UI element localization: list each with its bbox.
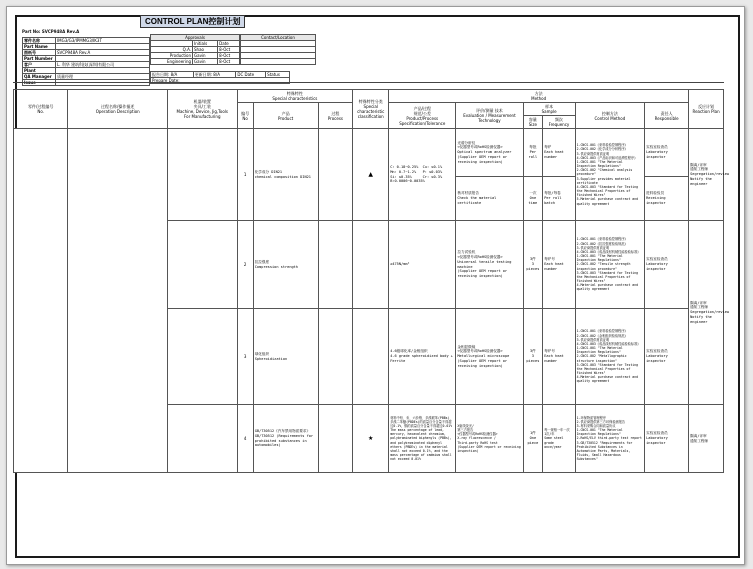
- char-process: [318, 221, 353, 309]
- char-product: 化学成分 DIN21 chemical composition DIN21: [253, 129, 318, 221]
- contact-cell: [241, 59, 316, 65]
- prepare-date: Prepare Date:: [151, 78, 290, 84]
- char-no: 2: [237, 221, 253, 309]
- char-no: 1: [237, 129, 253, 221]
- approval-date: 8-Oct: [218, 59, 240, 65]
- part-info-value: L. 利华 建筑科技(深圳)有限公司: [56, 62, 150, 68]
- sample-frequency: 每炉号 Each heat number: [543, 221, 575, 309]
- sample-size: 1件 One piece: [523, 405, 543, 473]
- approvals-table: [150, 34, 240, 65]
- part-info-label: 零件名称: [23, 38, 56, 44]
- special-class-symbol: [353, 221, 389, 309]
- sample-size: 3件 3 pieces: [523, 221, 543, 309]
- control-method: 1.CNCS-001《来料检验控制程序》 2.CNCS-002《抗拉强度检验规范》 3.供应商提供材质证明 4.CNCS-003《成品线材机械性能检验标准》 1.CNCS-001 "The Material Inspection Regulations" 2.CNCS-002 "Tensile strength inspection procedure" 3.CNCS-003 "Standard for Testing the Mechanical Properties of Finished Wires" 4.Material purchase contract and quality agreement: [575, 221, 644, 309]
- header-evaluation: 评价/测量 技术 Evaluation / Measurement Technology: [456, 103, 523, 129]
- evaluation-cell: 核对材质报告 Check the material certificate: [456, 177, 523, 221]
- header-reaction: 反应计划 Reaction Plan: [689, 90, 724, 129]
- approval-row: [151, 59, 240, 65]
- char-process: [318, 309, 353, 405]
- special-class-symbol: ★: [353, 405, 389, 473]
- control-method: 1.环保物质管理程序 2.供应商提供第三方环保检测报告 3.材料采购合同和质量协议 1.CNCS-001 "The Material Inspection Regulations" 2.RoHS/ELV third-party test report 3.GB/T30512 "Requirements for Prohibited Substances in Automotive Parts, Materials, Fluids, Small Hazardous Substances": [575, 405, 644, 473]
- machine-cell: [168, 309, 237, 405]
- spec-cell: 材料中铅、汞、六价铬、多溴联苯(PBBs)、多溴二苯醚(PBDEs)的质量百分含量不得超过0.1%，镉的质量百分含量不得超过0.01% The mass percentage of lead, mercury, hexavalent chromium, polybrominated biphenyls (PBBs), and polybrominated diphenyl ethers (PBDEs) in the material shall not exceed 0.1%, and the mass percentage of cadmium shall not exceed 0.01%: [389, 405, 456, 473]
- spec-cell: C: 0.18~0.25% Cu: ≤0.1% Mn: 0.7~1.2% P: ≤0.03% Si: ≤0.35% Cr: ≤0.3% B:0.0006~0.0035%: [389, 129, 456, 221]
- process-no-cell: [14, 129, 68, 473]
- control-method: 1.CNCS-001《来料检验控制程序》 2.CNCS-002《化学成分分析程序》 3.供应商提供材质证明 4.CNCS-003《产品标识和可追溯性程序》 1.CNCS-001 "The Material Inspection Regulations" 2.CNCS-002 "Chemical analysis procedure" 3.Supplier provides material certificate 4.CNCS-003 "Standard for Testing the Mechanical Properties of Finished Wires" 5.Material purchase contract and quality agreement: [575, 129, 644, 221]
- evaluation-cell: 金相显微镜 <仪器型号或RoHS检测仪器> Metallurgical microscope (Supplier OEM report or receiving inspection): [456, 309, 523, 405]
- reaction-plan: 隔离/评审 通知工程师: [689, 405, 724, 473]
- sample-frequency: 每炉号 Each heat number: [543, 309, 575, 405]
- approval-initials: Gavin: [193, 59, 218, 65]
- header-control: 控制方法 Control Method: [575, 103, 644, 129]
- header-char-process: 过程 Process: [318, 103, 353, 129]
- char-no: 4: [237, 405, 253, 473]
- header-special-class: 特殊特性分类 Special characteristic classification: [353, 90, 389, 129]
- status-label: Status: [266, 72, 290, 78]
- header-operation: 过程名称/操作描述 Operation Description: [68, 90, 168, 129]
- header-size: 容量 Size: [523, 116, 543, 129]
- operation-cell: [68, 129, 168, 473]
- header-frequency: 频次 Frequency: [543, 116, 575, 129]
- responsible-cell: 进料检验员 Receiving inspector: [645, 177, 689, 221]
- machine-cell: [168, 405, 237, 473]
- char-process: [318, 129, 353, 221]
- char-product: GB/T30512《汽车禁用物质要求》 GB/T30512 (Requirements for prohibited substances in automobiles): [253, 405, 318, 473]
- evaluation-cell: 拉力试验机 <仪器型号或RoHS检测仪器> Universal tensile testing machine (Supplier OEM report or receiving inspection): [456, 221, 523, 309]
- contact-location-header: Contact/Location: [241, 35, 316, 41]
- part-info-label: Part Number: [23, 56, 56, 62]
- contact-table: [240, 34, 316, 65]
- part-info-label: Issue: [23, 80, 56, 86]
- part-info-label: 客户: [23, 62, 56, 68]
- char-no: 3: [237, 309, 253, 405]
- sample-size: 3件 3 pieces: [523, 309, 543, 405]
- header-process-no: 零件/过程编号 No.: [14, 90, 68, 129]
- part-info-label: Part Name: [23, 44, 56, 50]
- dc-date: DC Date: [236, 72, 266, 78]
- reaction-plan: 隔离/评审 通知工程师 Segregation/review Notify the engineer: [689, 221, 724, 405]
- machine-cell: [168, 129, 237, 221]
- part-info-value: IMG3/G3/IPMMG3/IK3T: [56, 38, 150, 44]
- reaction-plan: 隔离/评审 通知工程师 Segregation/review Notify the engineer: [689, 129, 724, 221]
- sample-size: 一次 One time: [523, 177, 543, 221]
- part-info-label: 图纸号: [23, 50, 56, 56]
- spec-cell: ≥475N/mm²: [389, 221, 456, 309]
- responsible-cell: 实验室检查员 Laboratory inspector: [645, 405, 689, 473]
- sample-frequency: 每一规格一年一次 1次/年 Same steel grade once/year: [543, 405, 575, 473]
- revise-date: 更新日期: 8/A: [193, 72, 236, 78]
- evaluation-cell: X射线荧光/ 第三方报告 <仪器型号或RoHS检测仪器> X-ray fluorescence / Third-party RoHS test (Supplier OEM report or receiving inspection): [456, 405, 523, 473]
- machine-cell: [168, 221, 237, 309]
- approval-date: 8-Oct: [218, 53, 240, 59]
- header-sample: 样本 Sample: [523, 103, 575, 116]
- header-char-product: 产品 Product: [253, 103, 318, 129]
- approvals-initials-header: Initials: [193, 41, 218, 47]
- report-date: 报告日期: 8/A: [151, 72, 194, 78]
- approvals-date-header: Date: [218, 41, 240, 47]
- sample-frequency: 每炉 Each heat number: [543, 129, 575, 177]
- part-reference: Part No: SVCP948A Rev.A: [22, 29, 80, 34]
- responsible-cell: 实验室检查员 Laboratory inspector: [645, 129, 689, 177]
- spec-cell: 4-6级球化率/金相组织 4-6 grade spheroidized body + Ferrite: [389, 309, 456, 405]
- sample-frequency: 每批/每卷 Per roll batch: [543, 177, 575, 221]
- part-info-value: 质量经理: [56, 74, 150, 80]
- special-class-symbol: ▲: [353, 129, 389, 221]
- special-class-symbol: [353, 309, 389, 405]
- page-title: CONTROL PLAN控制计划: [140, 15, 245, 28]
- evaluation-cell: 光谱分析仪 <仪器型号或RoHS检测仪器> Optical spectrum analyzer (Supplier OEM report or receiving inspection): [456, 129, 523, 177]
- control-method: 1.CNCS-001《来料检验控制程序》 2.CNCS-002《金相组织检验规范》 3.供应商提供材质证明 4.CNCS-003《成品线材机械性能检验标准》 1.CNCS-001 "The Material Inspection Regulations" 2.CNCS-002 "Metallographic structure inspection" 3.CNCS-003 "Standard for Testing the Mechanical Properties of Finished Wires" 4.Material purchase contract and quality agreement: [575, 309, 644, 405]
- char-process: [318, 405, 353, 473]
- approval-dept: Engineering: [151, 59, 193, 65]
- header-machine: 机器/装置 夹具/工装 Machine, Device, Jig,Tools For Manufacturing: [168, 90, 237, 129]
- approvals-header: Approvals: [151, 35, 240, 41]
- part-info-value: SVCP948A Rev.A: [56, 50, 150, 56]
- approval-dept: Production: [151, 53, 193, 59]
- approval-initials: Gavin: [193, 53, 218, 59]
- char-product: 抗拉强度 Compression strength: [253, 221, 318, 309]
- part-info-label: Plant: [23, 68, 56, 74]
- part-info-label: QA Manager: [23, 74, 56, 80]
- header-responsible: 责任人 Responsible: [645, 103, 689, 129]
- char-product: 球化组织 Spheroidization: [253, 309, 318, 405]
- header-char-no: 编号 No: [237, 103, 253, 129]
- responsible-cell: 实验室检查员 Laboratory inspector: [645, 221, 689, 309]
- part-info-table: [22, 37, 150, 86]
- header-method: 方法 Method: [389, 90, 689, 103]
- responsible-cell: 实验室检查员 Laboratory inspector: [645, 309, 689, 405]
- header-spec: 产品/过程 规范/公差 Product/Process Specification/Tolerance: [389, 103, 456, 129]
- approval-dept: Q.A.: [151, 47, 193, 53]
- header-characteristics: 特殊特性 Special characteristics: [237, 90, 353, 103]
- approval-date: 8-Oct: [218, 47, 240, 53]
- sample-size: 每批 Per roll: [523, 129, 543, 177]
- control-plan-table: [13, 89, 730, 473]
- approval-initials: Shao: [193, 47, 218, 53]
